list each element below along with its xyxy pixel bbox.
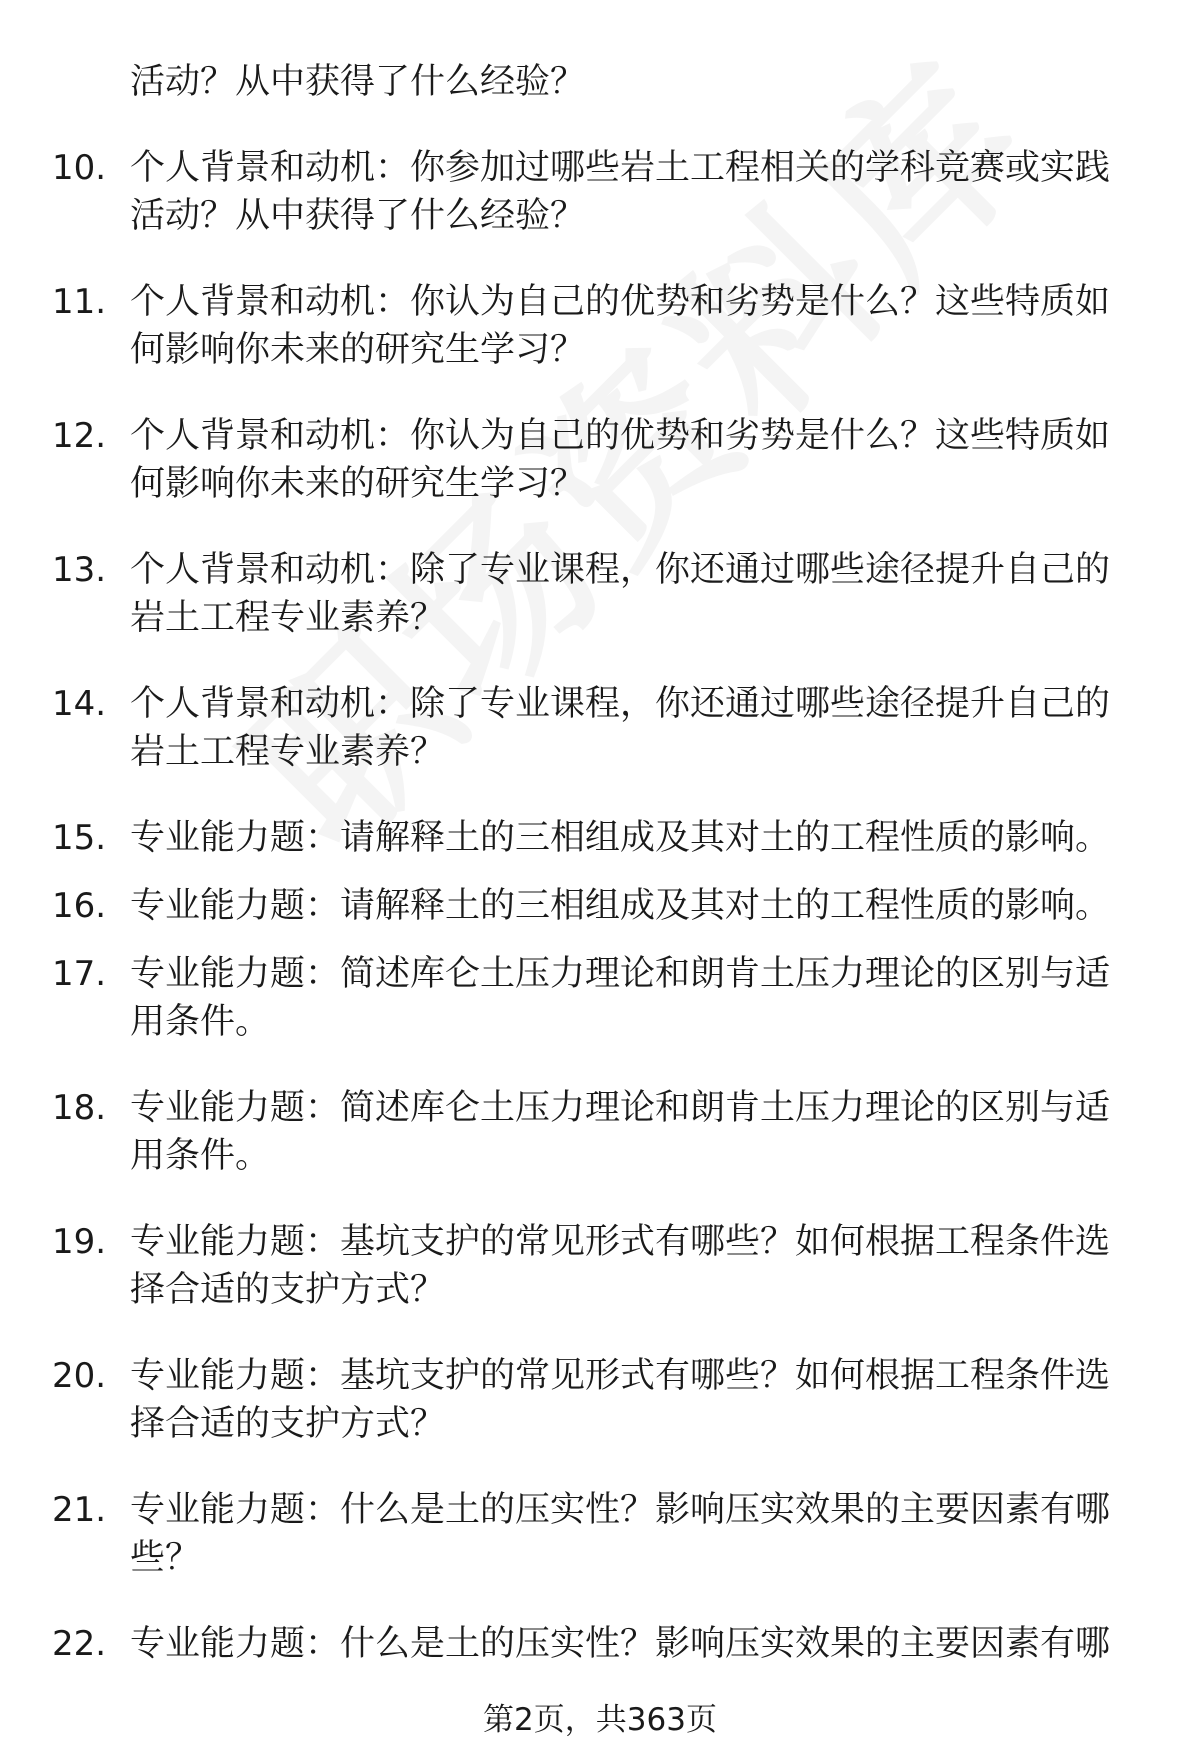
list-item (0, 1084, 1200, 1204)
item-text: 专业能力题：基坑支护的常见形式有哪些？如何根据工程条件选择合适的支护方式？ (130, 1222, 1111, 1310)
item-number: 10. (52, 148, 107, 188)
item-text: 专业能力题：基坑支护的常见形式有哪些？如何根据工程条件选择合适的支护方式？ (130, 1356, 1111, 1444)
list-item (0, 278, 1200, 398)
item-text: 个人背景和动机：除了专业课程，你还通过哪些途径提升自己的岩土工程专业素养？ (130, 550, 1111, 638)
item-text: 专业能力题：简述库仑土压力理论和朗肯土压力理论的区别与适用条件。 (130, 1088, 1111, 1176)
list-item (0, 412, 1200, 532)
list-item (0, 1218, 1200, 1338)
list-item (0, 1620, 1200, 1672)
item-text: 个人背景和动机：你参加过哪些岩土工程相关的学科竞赛或实践活动？从中获得了什么经验？ (130, 148, 1111, 236)
item-text: 个人背景和动机：除了专业课程，你还通过哪些途径提升自己的岩土工程专业素养？ (130, 684, 1111, 772)
question-list (0, 144, 1200, 1688)
list-item (0, 1352, 1200, 1472)
item-number: 18. (52, 1088, 107, 1128)
item-text: 个人背景和动机：你认为自己的优势和劣势是什么？这些特质如何影响你未来的研究生学习？ (130, 416, 1111, 504)
item-number: 21. (52, 1490, 107, 1530)
item-number: 17. (52, 954, 107, 994)
item-text: 专业能力题：简述库仑土压力理论和朗肯土压力理论的区别与适用条件。 (130, 954, 1111, 1042)
item-number: 15. (52, 818, 107, 858)
item-number: 11. (52, 282, 107, 322)
item-text: 专业能力题：请解释土的三相组成及其对土的工程性质的影响。 (130, 886, 1111, 926)
page-footer: 第2页，共363页 (483, 1702, 717, 1738)
list-item (0, 144, 1200, 264)
continued-question-text: 活动？从中获得了什么经验？ (130, 62, 586, 102)
item-number: 20. (52, 1356, 107, 1396)
item-text: 专业能力题：什么是土的压实性？影响压实效果的主要因素有哪 (130, 1624, 1111, 1664)
item-text: 专业能力题：什么是土的压实性？影响压实效果的主要因素有哪些？ (130, 1490, 1111, 1578)
list-item (0, 882, 1200, 934)
item-text: 专业能力题：请解释土的三相组成及其对土的工程性质的影响。 (130, 818, 1111, 858)
item-number: 16. (52, 886, 107, 926)
item-text: 个人背景和动机：你认为自己的优势和劣势是什么？这些特质如何影响你未来的研究生学习？ (130, 282, 1111, 370)
item-number: 19. (52, 1222, 107, 1262)
item-number: 14. (52, 684, 107, 724)
list-item (0, 680, 1200, 800)
list-item (0, 814, 1200, 866)
list-item (0, 1486, 1200, 1606)
item-number: 22. (52, 1624, 107, 1664)
item-number: 13. (52, 550, 107, 590)
item-number: 12. (52, 416, 107, 456)
list-item (0, 546, 1200, 666)
list-item (0, 950, 1200, 1070)
